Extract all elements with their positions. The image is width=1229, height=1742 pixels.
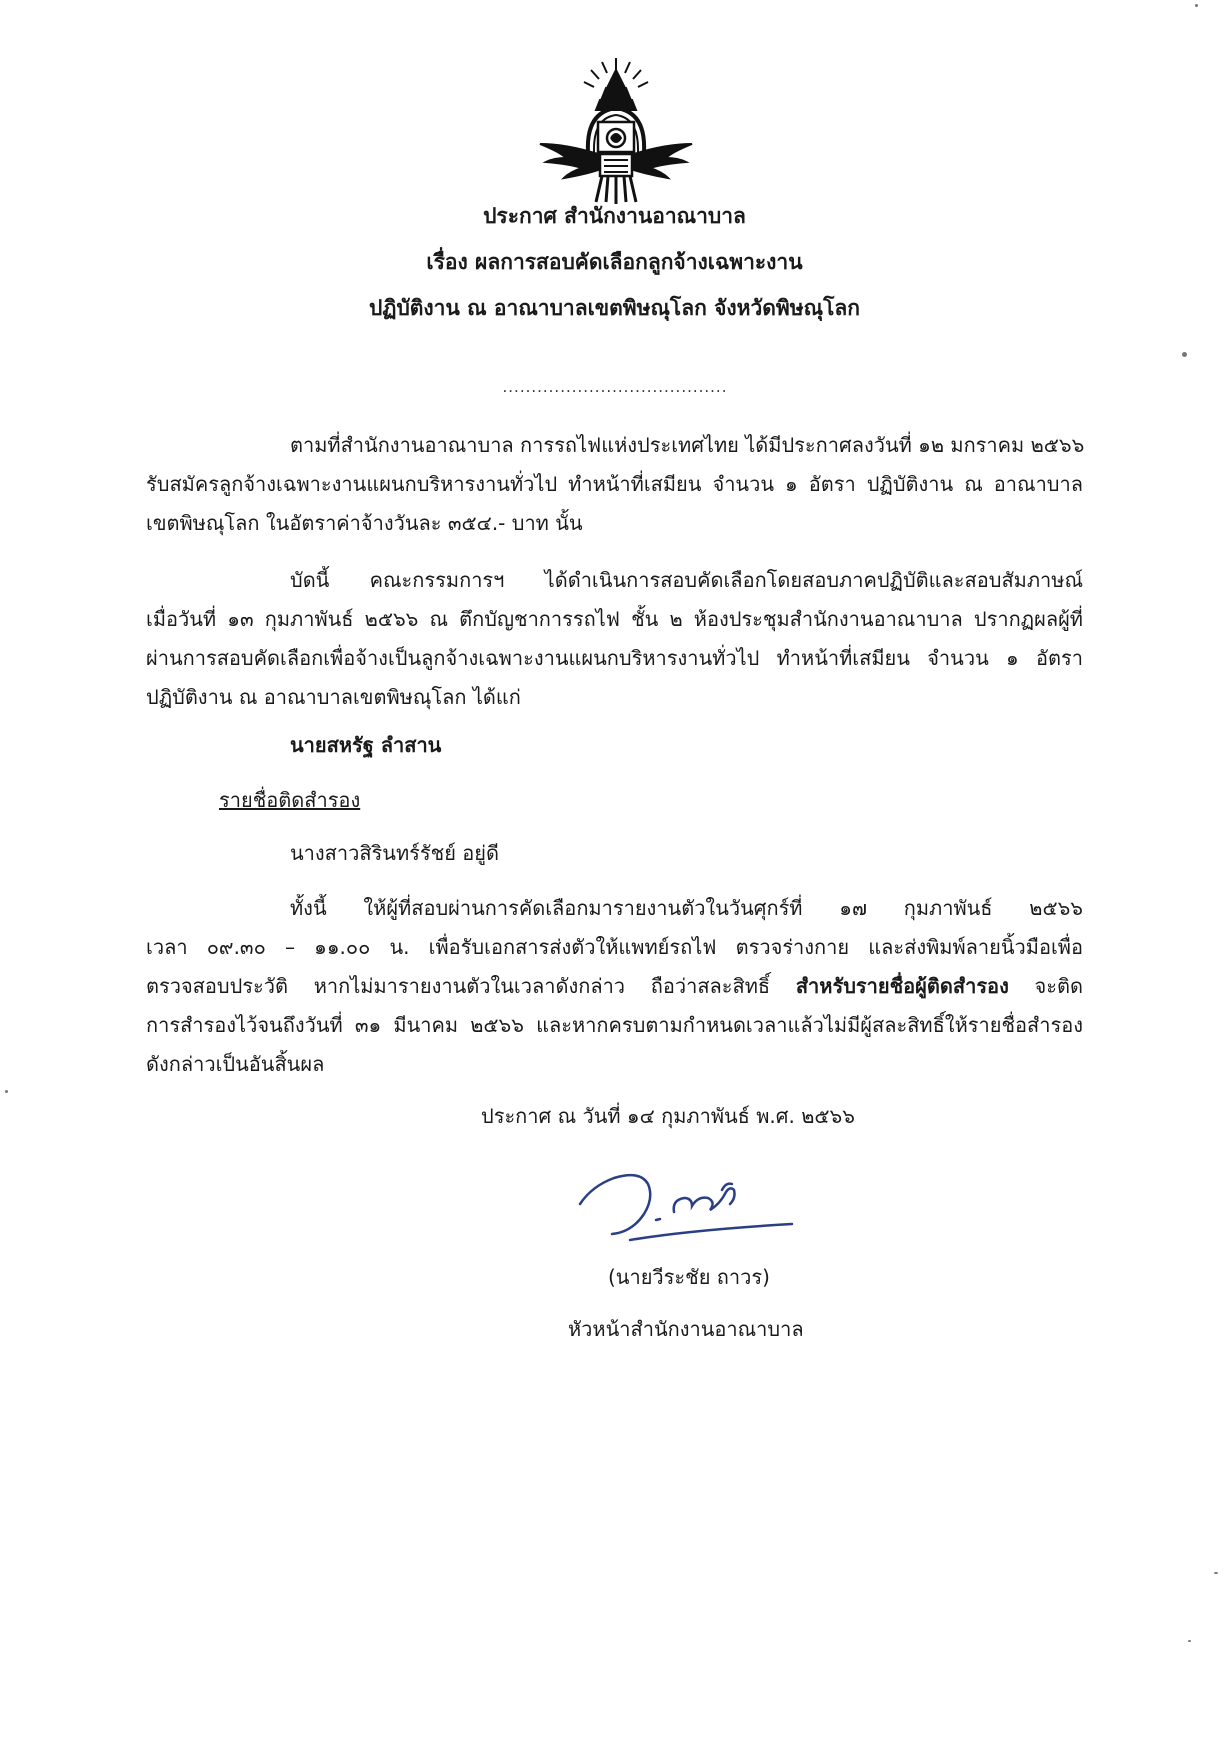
paragraph-2-line-3: ผ่านการสอบคัดเลือกเพื่อจ้างเป็นลูกจ้างเฉพาะงานแผนกบริหารงานทั่วไป ทำหน้าที่เสมียน จำนวน ๑ อัตรา xyxy=(146,646,1083,670)
paragraph-3-line-2: เวลา ๐๙.๓๐ – ๑๑.๐๐ น. เพื่อรับเอกสารส่งตัวให้แพทย์รถไฟ ตรวจร่างกาย และส่งพิมพ์ลายนิ้วมือเพื่อ xyxy=(146,935,1083,959)
announcement-title: ประกาศ สำนักงานอาณาบาล xyxy=(483,204,746,228)
paragraph-1-line-3: เขตพิษณุโลก ในอัตราค่าจ้างวันละ ๓๕๔.- บาท นั้น xyxy=(146,511,583,535)
paragraph-3-line-5: ดังกล่าวเป็นอันสิ้นผล xyxy=(146,1052,325,1076)
paragraph-2-line-2: เมื่อวันที่ ๑๓ กุมภาพันธ์ ๒๕๖๖ ณ ตึกบัญชาการรถไฟ ชั้น ๒ ห้องประชุมสำนักงานอาณาบาล ปรากฏผลผู้ที่ xyxy=(146,607,1083,631)
scan-speck xyxy=(1214,1572,1218,1574)
signer-position: หัวหน้าสำนักงานอาณาบาล xyxy=(568,1317,804,1341)
handwritten-signature xyxy=(570,1162,805,1242)
reserve-candidate-name: นางสาวสิรินทร์รัชย์ อยู่ดี xyxy=(290,841,499,865)
heading-separator: ....................................... xyxy=(502,378,728,396)
scan-speck xyxy=(1188,1640,1191,1642)
paragraph-1-line-1: ตามที่สำนักงานอาณาบาล การรถไฟแห่งประเทศไทย ได้มีประกาศลงวันที่ ๑๒ มกราคม ๒๕๖๖ xyxy=(290,433,1085,457)
paragraph-3-line-4: การสำรองไว้จนถึงวันที่ ๓๑ มีนาคม ๒๕๖๖ และหากครบตามกำหนดเวลาแล้วไม่มีผู้สละสิทธิ์ให้รายชื่อสำรอง xyxy=(146,1013,1083,1037)
scan-speck xyxy=(1182,352,1187,357)
state-railway-emblem-icon xyxy=(536,52,696,212)
signer-name: (นายวีระชัย ถาวร) xyxy=(608,1265,770,1289)
announcement-location: ปฏิบัติงาน ณ อาณาบาลเขตพิษณุโลก จังหวัดพิษณุโลก xyxy=(369,296,860,320)
scan-speck xyxy=(5,1090,8,1093)
paragraph-3-line-3-start: ตรวจสอบประวัติ หากไม่มารายงานตัวในเวลาดังกล่าว ถือว่าสละสิทธิ์ xyxy=(146,974,796,998)
paragraph-3-line-3 xyxy=(146,971,1083,1001)
paragraph-3-line-1: ทั้งนี้ ให้ผู้ที่สอบผ่านการคัดเลือกมารายงานตัวในวันศุกร์ที่ ๑๗ กุมภาพันธ์ ๒๕๖๖ xyxy=(290,896,1083,920)
reserve-list-heading: รายชื่อติดสำรอง xyxy=(219,788,361,812)
selected-candidate-name: นายสหรัฐ ลำสาน xyxy=(290,733,442,757)
paragraph-2-line-1: บัดนี้ คณะกรรมการฯ ได้ดำเนินการสอบคัดเลือกโดยสอบภาคปฏิบัติและสอบสัมภาษณ์ xyxy=(290,568,1083,592)
paragraph-3-line-3-end: จะติด xyxy=(1008,974,1083,998)
scan-speck xyxy=(1195,4,1198,7)
announcement-subject: เรื่อง ผลการสอบคัดเลือกลูกจ้างเฉพาะงาน xyxy=(426,250,803,274)
paragraph-2-line-4: ปฏิบัติงาน ณ อาณาบาลเขตพิษณุโลก ได้แก่ xyxy=(146,685,521,709)
announcement-date: ประกาศ ณ วันที่ ๑๔ กุมภาพันธ์ พ.ศ. ๒๕๖๖ xyxy=(481,1104,855,1128)
reserve-list-emphasis: สำหรับรายชื่อผู้ติดสำรอง xyxy=(795,974,1009,998)
paragraph-1-line-2: รับสมัครลูกจ้างเฉพาะงานแผนกบริหารงานทั่วไป ทำหน้าที่เสมียน จำนวน ๑ อัตรา ปฏิบัติงาน ณ อาณาบาล xyxy=(146,472,1083,496)
